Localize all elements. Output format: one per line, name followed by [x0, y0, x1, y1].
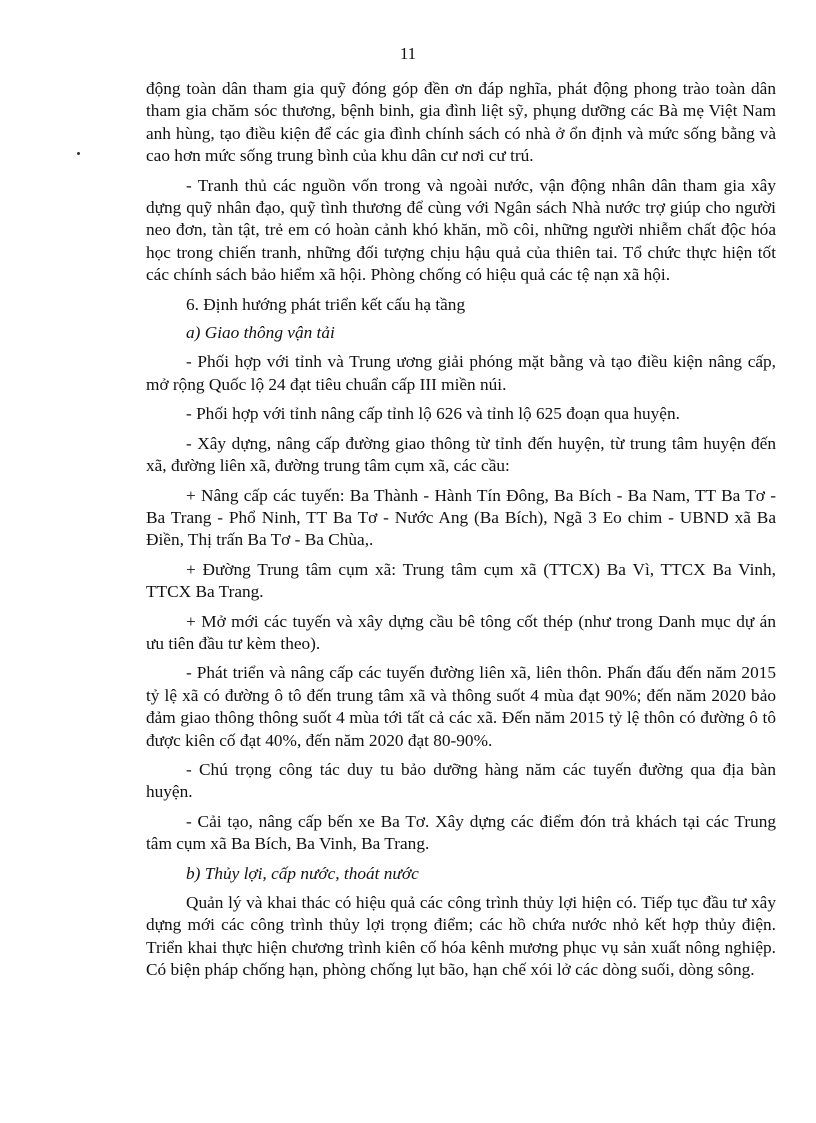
- paragraph-social-funds: - Tranh thủ các nguồn vốn trong và ngoài nước, vận động nhân dân tham gia xây dựng quỹ nhân đạo, quỹ tình thương để cùng với Ngân sách Nhà nước trợ giúp cho người neo đơn, tàn tật, trẻ em có hoàn cảnh khó khăn, mồ côi, những người nhiễm chất độc hóa học trong chiến tranh, những đối tượng chịu hậu quả của thiên tai. Tổ chức thực hiện tốt các chính sách bảo hiểm xã hội. Phòng chống có hiệu quả các tệ nạn xã hội.: [146, 175, 776, 285]
- paragraph-maintenance: - Chú trọng công tác duy tu bảo dưỡng hàng năm các tuyến đường qua địa bàn huyện.: [146, 759, 776, 802]
- document-body: [146, 78, 776, 989]
- paragraph-bus-station: - Cải tạo, nâng cấp bến xe Ba Tơ. Xây dựng các điểm đón trả khách tại các Trung tâm cụm xã Ba Bích, Ba Vinh, Ba Trang.: [146, 811, 776, 854]
- page-number: 11: [399, 44, 417, 63]
- paragraph-new-routes: + Mở mới các tuyến và xây dựng cầu bê tông cốt thép (như trong Danh mục dự án ưu tiên đầu tư kèm theo).: [146, 611, 776, 653]
- paragraph-cluster-roads: + Đường Trung tâm cụm xã: Trung tâm cụm xã (TTCX) Ba Vì, TTCX Ba Vinh, TTCX Ba Trang.: [146, 559, 776, 602]
- paragraph-continued: động toàn dân tham gia quỹ đóng góp đền ơn đáp nghĩa, phát động phong trào toàn dân tham gia chăm sóc thương, bệnh binh, gia đình liệt sỹ, phụng dưỡng các Bà mẹ Việt Nam anh hùng, tạo điều kiện để các gia đình chính sách có nhà ở ổn định và mức sống bằng và cao hơn mức sống trung bình của khu dân cư nơi cư trú.: [146, 79, 776, 166]
- scan-speck: [77, 152, 80, 155]
- paragraph-road-construction: - Xây dựng, nâng cấp đường giao thông từ tỉnh đến huyện, từ trung tâm huyện đến xã, đường liên xã, đường trung tâm cụm xã, các cầu:: [146, 433, 776, 476]
- subsection-heading-transport: a) Giao thông vận tải: [186, 323, 335, 343]
- paragraph-road-targets: - Phát triển và nâng cấp các tuyến đường liên xã, liên thôn. Phấn đấu đến năm 2015 tỷ lệ xã có đường ô tô đến trung tâm xã và thông suốt 4 mùa đạt 90%; đến năm 2020 bảo đảm giao thông thông suốt 4 mùa tới tất cả các xã. Đến năm 2015 tỷ lệ thôn có đường ô tô được kiên cố đạt 40%, đến năm 2020 đạt 80-90%.: [146, 663, 776, 750]
- paragraph-irrigation: Quản lý và khai thác có hiệu quả các công trình thủy lợi hiện có. Tiếp tục đầu tư xây dựng mới các công trình thủy lợi trọng điểm; các hồ chứa nước nhỏ kết hợp thủy điện. Triển khai thực hiện chương trình kiên cố hóa kênh mương phục vụ sản xuất nông nghiệp. Có biện pháp chống hạn, phòng chống lụt bão, hạn chế xói lở các dòng suối, dòng sông.: [146, 893, 776, 980]
- paragraph-route-upgrades: + Nâng cấp các tuyến: Ba Thành - Hành Tín Đông, Ba Bích - Ba Nam, TT Ba Tơ - Ba Trang - Phổ Ninh, TT Ba Tơ - Nước Ang (Ba Bích), Ngã 3 Eo chim - UBND xã Ba Điền, Thị trấn Ba Tơ - Ba Chùa,.: [146, 485, 776, 550]
- paragraph-national-road: - Phối hợp với tỉnh và Trung ương giải phóng mặt bằng và tạo điều kiện nâng cấp, mở rộng Quốc lộ 24 đạt tiêu chuẩn cấp III miền núi.: [146, 352, 776, 394]
- section-heading-infrastructure: 6. Định hướng phát triển kết cấu hạ tầng: [186, 294, 466, 314]
- subsection-heading-irrigation: b) Thủy lợi, cấp nước, thoát nước: [186, 863, 419, 883]
- paragraph-provincial-road: - Phối hợp với tỉnh nâng cấp tỉnh lộ 626 và tỉnh lộ 625 đoạn qua huyện.: [186, 404, 680, 424]
